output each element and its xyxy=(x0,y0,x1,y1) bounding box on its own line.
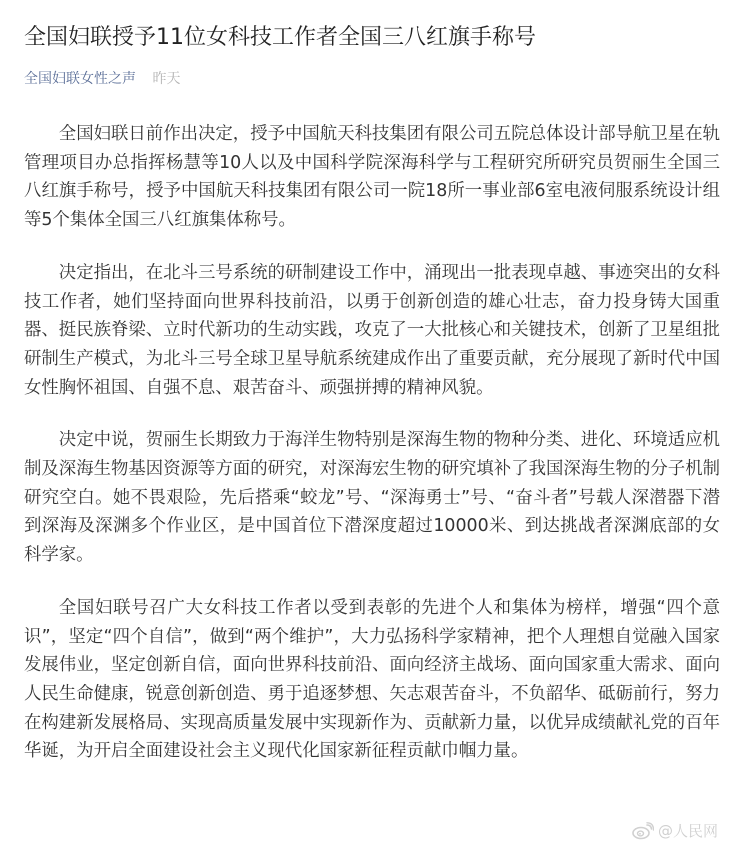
account-name-link[interactable]: 全国妇联女性之声 xyxy=(24,71,136,87)
watermark xyxy=(632,820,718,841)
publish-time: 昨天 xyxy=(152,71,181,87)
article-body xyxy=(24,120,720,790)
paragraph: 决定中说，贺丽生长期致力于海洋生物特别是深海生物的物种分类、进化、环境适应机制及深海生物基因资源等方面的研究，对深海宏生物的研究填补了我国深海生物的分子机制研究空白。她不畏艰险，先后搭乘“蛟龙”号、“深海勇士”号、“奋斗者”号载人深潜器下潜到深海及深渊多个作业区，是中国首位下潜深度超过10000米、到达挑战者深渊底部的女科学家。 xyxy=(24,430,720,566)
article-title: 全国妇联授予11位女科技工作者全国三八红旗手称号 xyxy=(24,25,536,50)
paragraph: 决定指出，在北斗三号系统的研制建设工作中，涌现出一批表现卓越、事迹突出的女科技工作者，她们坚持面向世界科技前沿，以勇于创新创造的雄心壮志，奋力投身铸大国重器、挺民族脊梁、立时代新功的生动实践，攻克了一大批核心和关键技术，创新了卫星组批研制生产模式，为北斗三号全球卫星导航系统建成作出了重要贡献，充分展现了新时代中国女性胸怀祖国、自强不息、艰苦奋斗、顽强拼搏的精神风貌。 xyxy=(24,262,720,398)
paragraph: 全国妇联日前作出决定，授予中国航天科技集团有限公司五院总体设计部导航卫星在轨管理项目办总指挥杨慧等10人以及中国科学院深海科学与工程研究所研究员贺丽生全国三八红旗手称号，授予中国航天科技集团有限公司一院18所一事业部6室电液伺服系统设计组等5个集体全国三八红旗集体称号。 xyxy=(24,124,720,231)
weibo-logo-icon xyxy=(632,822,654,840)
watermark-text: @人民网 xyxy=(657,822,718,840)
article-meta xyxy=(24,68,180,90)
paragraph: 全国妇联号召广大女科技工作者以受到表彰的先进个人和集体为榜样，增强“四个意识”，坚定“四个自信”，做到“两个维护”，大力弘扬科学家精神，把个人理想自觉融入国家发展伟业，坚定创新自信，面向世界科技前沿、面向经济主战场、面向国家重大需求、面向人民生命健康，锐意创新创造、勇于追逐梦想、矢志艰苦奋斗，不负韶华、砥砺前行，努力在构建新发展格局、实现高质量发展中实现新作为、贡献新力量，以优异成绩献礼党的百年华诞，为开启全面建设社会主义现代化国家新征程贡献巾帼力量。 xyxy=(24,597,720,762)
